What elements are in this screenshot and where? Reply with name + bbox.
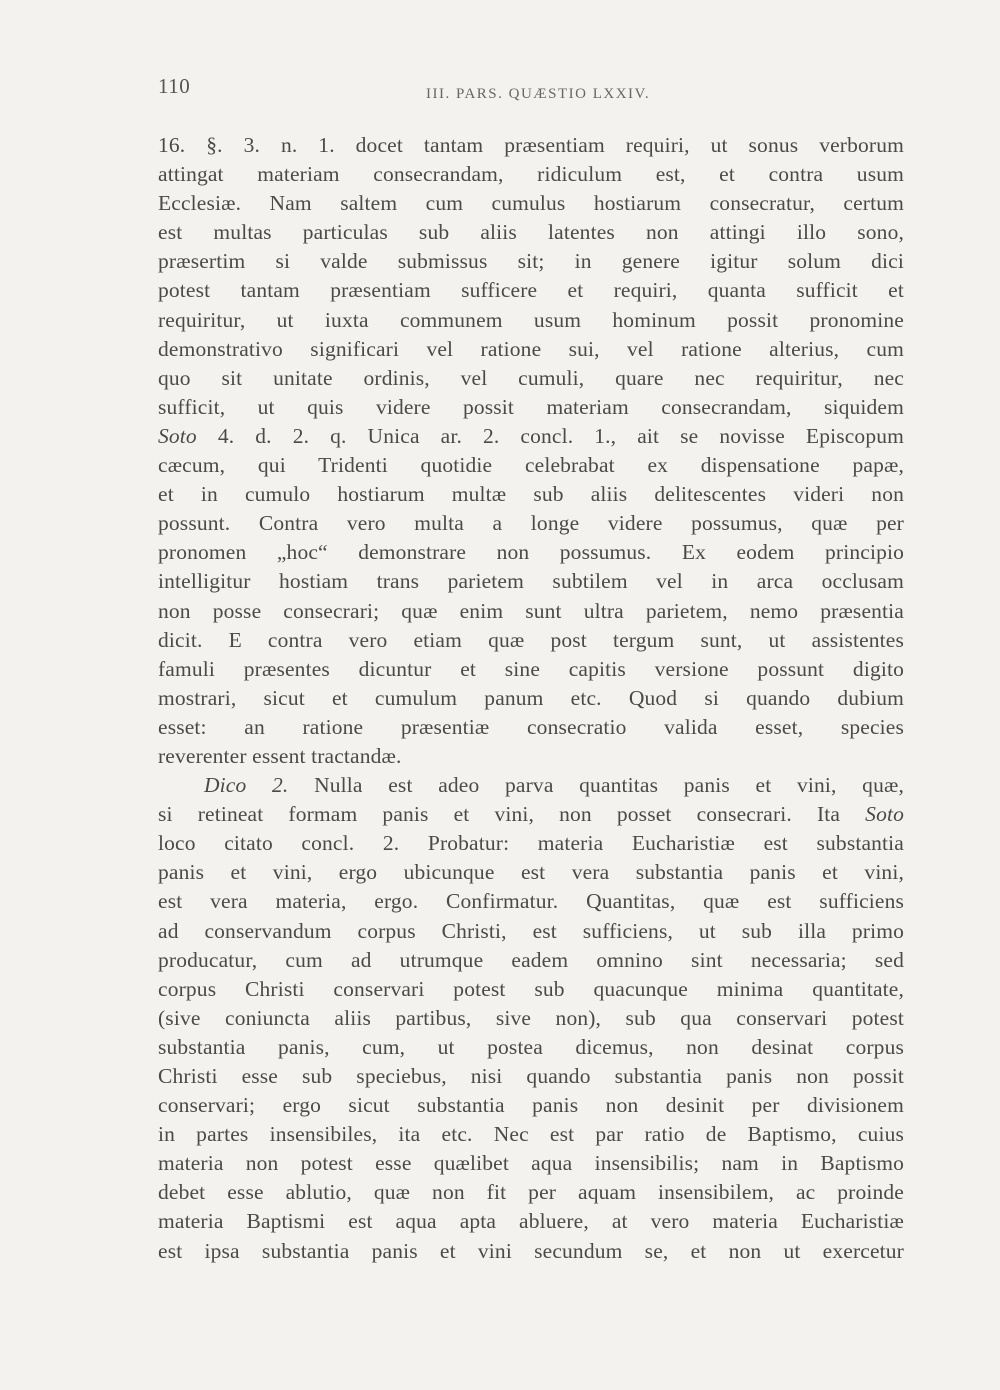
text-line: mostrari, sicut et cumulum panum etc. Quod si quando dubium	[158, 685, 904, 710]
text-line: si retineat formam panis et vini, non posset consecrari. Ita Soto	[158, 802, 904, 827]
text-line: panis et vini, ergo ubicunque est vera substantia panis et vini,	[158, 860, 904, 885]
text-line: cæcum, qui Tridenti quotidie celebrabat ex dispensatione papæ,	[158, 453, 904, 478]
text-line: quo sit unitate ordinis, vel cumuli, quare nec requiritur, nec	[158, 365, 904, 390]
text-line: substantia panis, cum, ut postea dicemus, non desinat corpus	[158, 1034, 904, 1059]
body-text	[158, 131, 904, 1266]
text-line: 16. §. 3. n. 1. docet tantam præsentiam requiri, ut sonus verborum	[158, 133, 904, 157]
text-line: producatur, cum ad utrumque eadem omnino sint necessaria; sed	[158, 947, 904, 972]
text-line: Christi esse sub speciebus, nisi quando substantia panis non possit	[158, 1064, 904, 1088]
text-line: reverenter essent tractandæ.	[158, 743, 402, 768]
text-line: (sive coniuncta aliis partibus, sive non), sub qua conservari potest	[158, 1005, 904, 1030]
text-line: præsertim si valde submissus sit; in genere igitur solum dici	[158, 249, 904, 274]
text-line: est ipsa substantia panis et vini secundum se, et non ut exercetur	[158, 1238, 904, 1263]
text-line: attingat materiam consecrandam, ridiculum est, et contra usum	[158, 162, 904, 187]
text-line: Soto 4. d. 2. q. Unica ar. 2. concl. 1., ait se novisse Episcopum	[158, 423, 904, 448]
text-line: intelligitur hostiam trans parietem subtilem vel in arca occlusam	[158, 569, 904, 594]
text-line: est multas particulas sub aliis latentes non attingi illo sono,	[158, 220, 904, 245]
text-line: materia non potest esse quælibet aqua insensibilis; nam in Baptismo	[158, 1151, 904, 1176]
page-number: 110	[158, 74, 191, 98]
text-line: potest tantam præsentiam sufficere et requiri, quanta sufficit et	[158, 278, 904, 303]
text-line: dicit. E contra vero etiam quæ post tergum sunt, ut assistentes	[158, 627, 904, 652]
text-line: demonstrativo significari vel ratione sui, vel ratione alterius, cum	[158, 336, 904, 361]
text-line: esset: an ratione præsentiæ consecratio valida esset, species	[158, 714, 904, 739]
text-line: sufficit, ut quis videre possit materiam consecrandam, siquidem	[158, 394, 904, 419]
text-line: materia Baptismi est aqua apta abluere, at vero materia Eucharistiæ	[158, 1209, 904, 1234]
text-line: loco citato concl. 2. Probatur: materia Eucharistiæ est substantia	[158, 831, 904, 856]
text-line: est vera materia, ergo. Confirmatur. Quantitas, quæ est sufficiens	[158, 889, 904, 914]
text-line: requiritur, ut iuxta communem usum hominum possit pronomine	[158, 307, 904, 332]
running-head: III. PARS. QUÆSTIO LXXIV.	[426, 86, 651, 102]
text-line: possunt. Contra vero multa a longe videre possumus, quæ per	[158, 511, 904, 536]
text-line: pronomen „hoc“ demonstrare non possumus. Ex eodem principio	[158, 540, 904, 565]
text-line: et in cumulo hostiarum multæ sub aliis delitescentes videri non	[158, 482, 904, 507]
text-line: Dico 2. Nulla est adeo parva quantitas panis et vini, quæ,	[204, 773, 904, 798]
text-line: debet esse ablutio, quæ non fit per aquam insensibilem, ac proinde	[158, 1180, 904, 1205]
text-line: conservari; ergo sicut substantia panis non desinit per divisionem	[158, 1093, 904, 1118]
text-line: ad conservandum corpus Christi, est sufficiens, ut sub illa primo	[158, 918, 904, 943]
text-line: corpus Christi conservari potest sub quacunque minima quantitate,	[158, 976, 904, 1001]
text-line: Ecclesiæ. Nam saltem cum cumulus hostiarum consecratur, certum	[158, 191, 904, 216]
text-line: famuli præsentes dicuntur et sine capitis versione possunt digito	[158, 656, 904, 681]
text-line: in partes insensibiles, ita etc. Nec est par ratio de Baptismo, cuius	[158, 1122, 904, 1147]
text-line: non posse consecrari; quæ enim sunt ultra parietem, nemo præsentia	[158, 598, 904, 623]
